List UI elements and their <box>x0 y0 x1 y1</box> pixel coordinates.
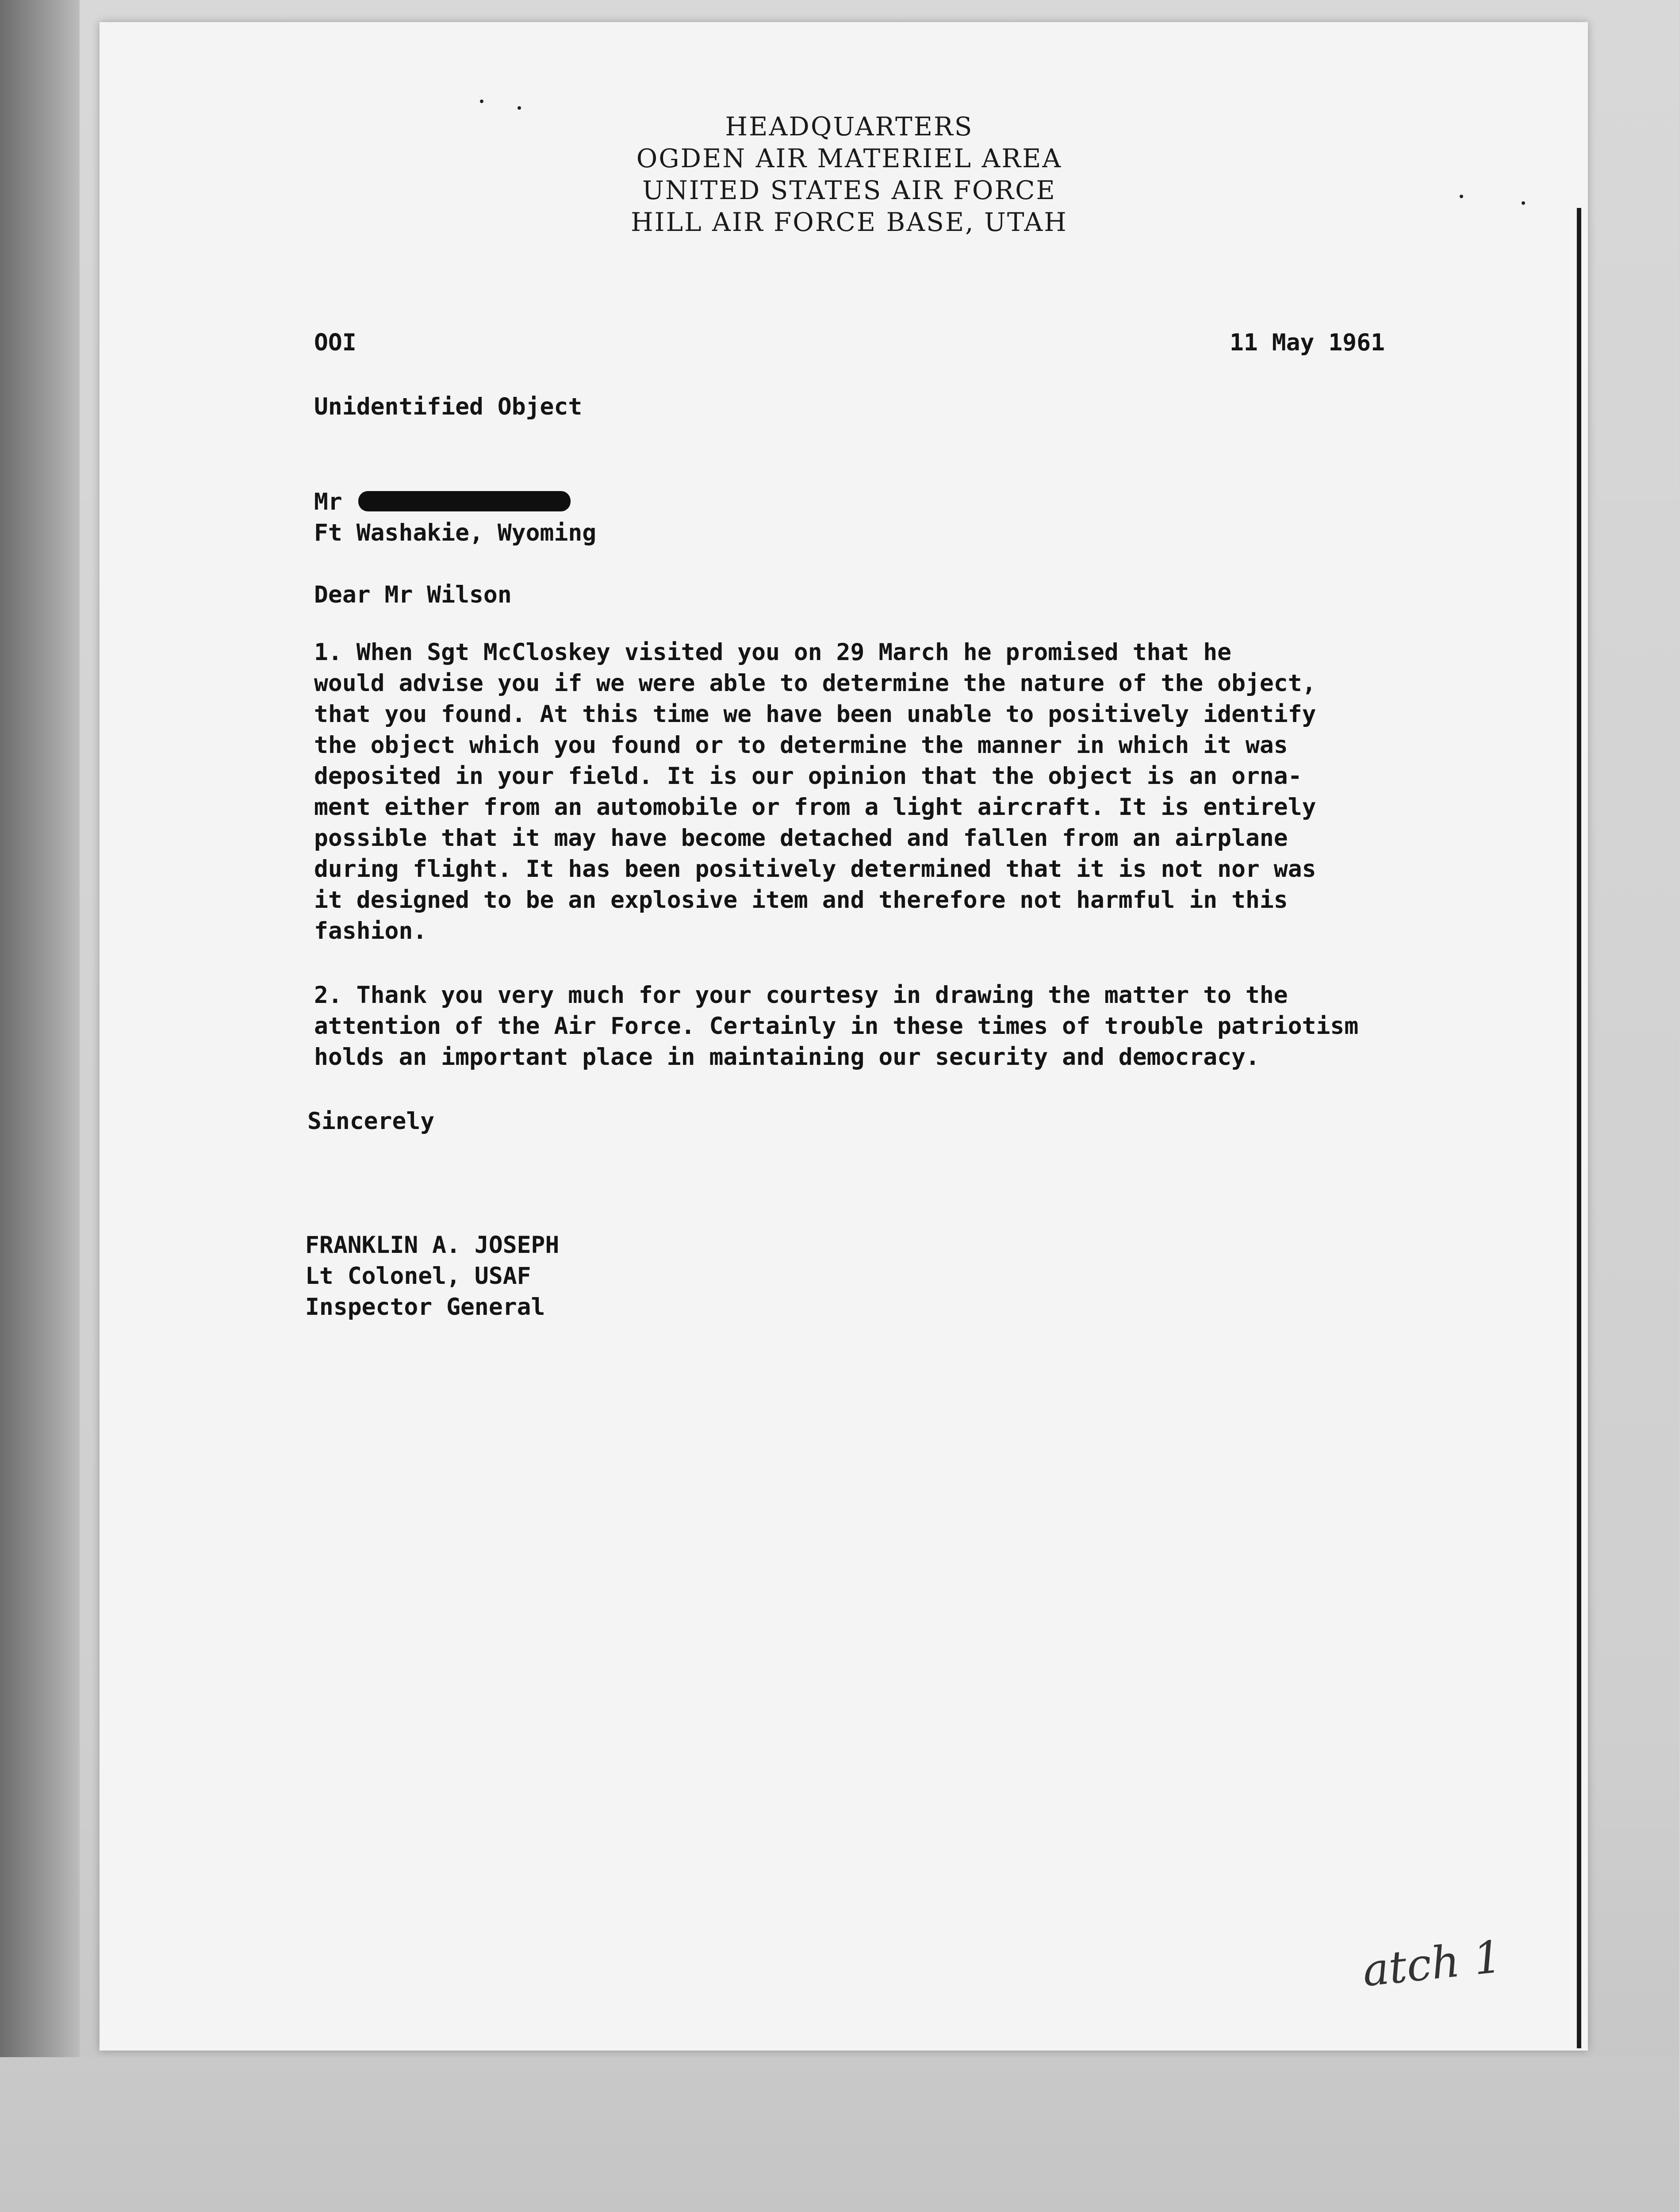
paragraph-1-line: 1. When Sgt McCloskey visited you on 29 March he promised that he <box>314 639 1232 666</box>
paragraph-1-line: the object which you found or to determine the manner in which it was <box>314 732 1288 759</box>
speck <box>1522 201 1525 205</box>
letterhead-line-4: HILL AIR FORCE BASE, UTAH <box>631 207 1068 237</box>
paragraph-1-line: ment either from an automobile or from a light aircraft. It is entirely <box>314 794 1316 821</box>
office-symbol: OOI <box>314 329 356 356</box>
paragraph-1-line: during flight. It has been positively determined that it is not nor was <box>314 856 1316 883</box>
photo-background-left <box>0 0 80 2212</box>
signer-name: FRANKLIN A. JOSEPH <box>305 1232 560 1259</box>
paragraph-1-line: it designed to be an explosive item and therefore not harmful in this <box>314 887 1288 914</box>
paragraph-2-line: attention of the Air Force. Certainly in these times of trouble patriotism <box>314 1013 1359 1040</box>
letterhead <box>522 111 1177 238</box>
letterhead-line-3: UNITED STATES AIR FORCE <box>642 175 1056 205</box>
paragraph-1-line: would advise you if we were able to determine the nature of the object, <box>314 670 1316 697</box>
redacted-name <box>358 491 571 511</box>
closing: Sincerely <box>307 1108 435 1135</box>
speck <box>480 100 483 103</box>
salutation: Dear Mr Wilson <box>314 581 512 608</box>
signature-block <box>305 1230 559 1323</box>
letterhead-line-2: OGDEN AIR MATERIEL AREA <box>636 143 1062 173</box>
speck <box>518 106 521 110</box>
addressee-city: Ft Washakie, Wyoming <box>314 519 597 546</box>
paragraph-2-line: holds an important place in maintaining our security and democracy. <box>314 1044 1260 1071</box>
signer-rank: Lt Colonel, USAF <box>305 1263 531 1290</box>
letterhead-line-1: HEADQUARTERS <box>725 111 974 142</box>
paragraph-2 <box>314 980 1358 1073</box>
paragraph-2-line: 2. Thank you very much for your courtesy in drawing the matter to the <box>314 982 1288 1009</box>
handwritten-attachment-note: atch 1 <box>1360 1930 1504 1997</box>
signer-title: Inspector General <box>305 1294 545 1321</box>
paragraph-1-line: fashion. <box>314 918 427 945</box>
speck <box>1460 195 1463 198</box>
paragraph-1-line: possible that it may have become detached and fallen from an airplane <box>314 825 1288 852</box>
page-right-border <box>1577 208 1581 2048</box>
paragraph-1-line: deposited in your field. It is our opinion that the object is an orna- <box>314 763 1302 790</box>
paragraph-1-line: that you found. At this time we have been unable to positively identify <box>314 701 1316 728</box>
letter-date: 11 May 1961 <box>1230 329 1385 356</box>
photo-background-bottom <box>0 2057 1679 2212</box>
subject-line: Unidentified Object <box>314 393 583 420</box>
paragraph-1 <box>314 637 1316 947</box>
addressee-prefix: Mr <box>314 488 342 515</box>
